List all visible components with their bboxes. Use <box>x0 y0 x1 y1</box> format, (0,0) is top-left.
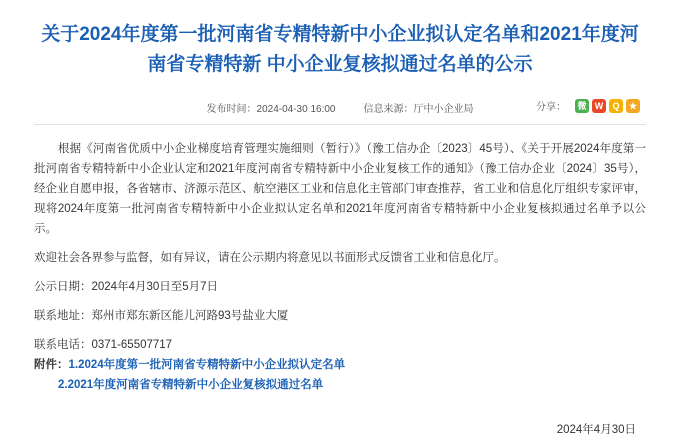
page-title: 关于2024年度第一批河南省专精特新中小企业拟认定名单和2021年度河南省专精特新 中小企业复核拟通过名单的公示 <box>41 24 639 75</box>
document-meta <box>34 98 646 116</box>
attachment-row-2 <box>34 375 646 395</box>
attachment-row-1 <box>34 355 646 375</box>
page-left-border <box>0 0 3 415</box>
publish-time-label: 发布时间： <box>206 103 257 115</box>
paragraph-address: 联系地址：郑州市郑东新区能儿河路93号盐业大厦 <box>34 310 289 322</box>
attachment-link-2[interactable]: 2.2021年度河南省专精特新中小企业复核拟通过名单 <box>58 379 324 391</box>
paragraph-phone: 联系电话：0371-65507717 <box>34 339 173 351</box>
source-label: 信息来源： <box>363 103 414 115</box>
share-label: 分享： <box>536 102 566 113</box>
publish-time-value: 2024-04-30 16:00 <box>256 103 336 115</box>
share-box <box>536 98 640 113</box>
wechat-share-icon[interactable]: 微 <box>575 99 589 113</box>
attachments-label: 附件： <box>34 359 69 371</box>
paragraph-feedback: 欢迎社会各界参与监督，如有异议，请在公示期内将意见以书面形式反馈省工业和信息化厅。 <box>34 252 506 264</box>
attachment-link-1[interactable]: 1.2024年度第一批河南省专精特新中小企业拟认定名单 <box>68 359 346 371</box>
star-share-icon[interactable]: ★ <box>626 99 640 113</box>
source <box>363 100 473 115</box>
footer-date: 2024年4月30日 <box>556 424 636 436</box>
meta-divider <box>34 124 646 125</box>
qzone-share-icon[interactable]: Q <box>609 99 623 113</box>
weibo-share-icon[interactable]: W <box>592 99 606 113</box>
publish-time <box>207 100 336 115</box>
paragraph-public-period: 公示日期：2024年4月30日至5月7日 <box>34 281 219 293</box>
paragraph-basis: 根据《河南省优质中小企业梯度培育管理实施细则（暂行）》（豫工信办企〔2023〕45号）、《关于开展2024年度第一批河南省专精特新中小企业认定和2021年度河南省专精特新中小企业复核工作的通知》（豫工信办企业〔2024〕35号），经企业自愿申报，各省辖市、济源示范区、航空港区工业和信息化主管部门审查推荐，省工业和信息化厅组织专家评审，现将2024年度第一批河南省专精特新中小企业拟认定名单和2021年度河南省专精特新中小企业复核拟通过名单予以公示。 <box>34 143 646 235</box>
source-value: 厅中小企业局 <box>413 103 474 115</box>
